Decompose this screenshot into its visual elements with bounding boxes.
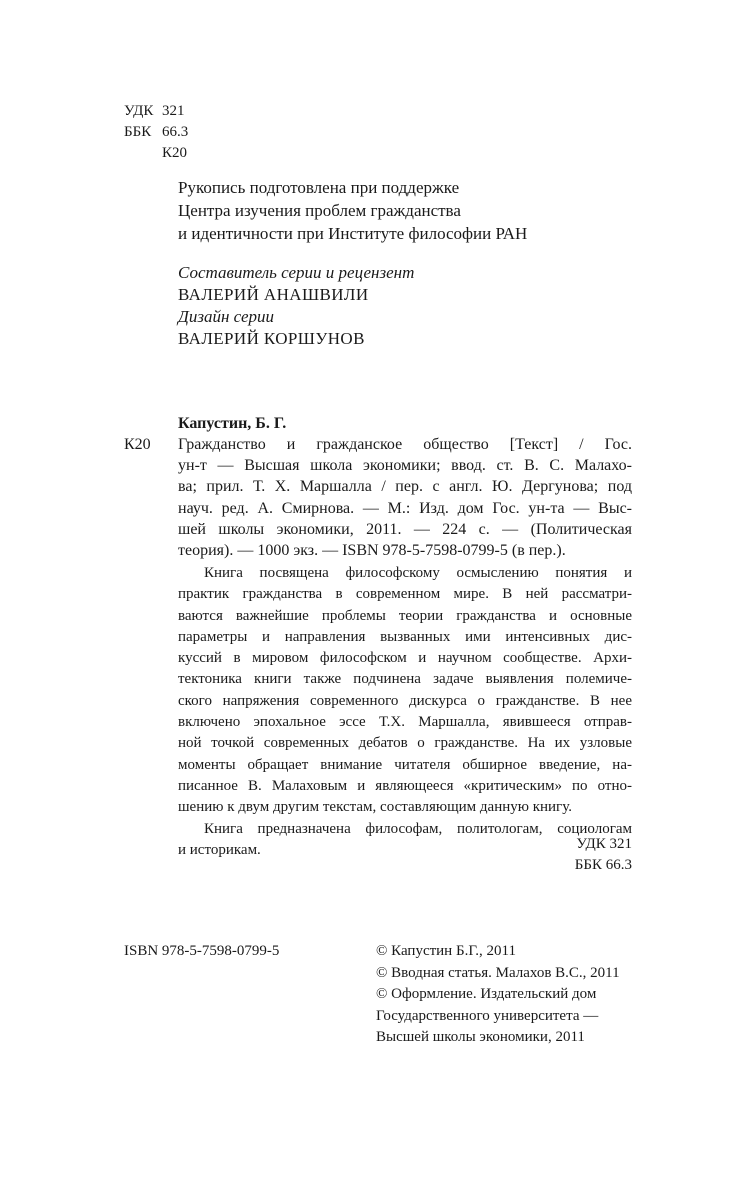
abstract-line: шению к двум другим текстам, составляющим данную книгу.	[178, 799, 572, 816]
udk-code: УДК 321	[576, 836, 632, 852]
classification-codes-top	[124, 101, 188, 164]
bibliography-code: К20	[124, 436, 151, 453]
abstract-line: ваются важнейшие проблемы теории гражданства и основные	[178, 607, 632, 624]
copyright-line: © Вводная статья. Малахов В.С., 2011	[376, 964, 620, 981]
abstract-line: включено эпохальное эссе Т.Х. Маршалла, явившееся отправ-	[178, 714, 632, 731]
bibliography-line: шей школы экономики, 2011. — 224 с. — (Политическая	[178, 520, 632, 538]
udk-code-row	[124, 101, 188, 122]
author-mark-row	[124, 143, 188, 164]
abstract-line: параметры и направления вызванных ими интенсивных дис-	[178, 628, 632, 645]
bibliography-author: Капустин, Б. Г.	[178, 415, 287, 432]
bibliography-line: Гражданство и гражданское общество [Текст] / Гос.	[178, 436, 632, 453]
classification-codes-bottom	[575, 834, 632, 876]
series-editor-credit	[178, 262, 414, 306]
abstract-line: Книга предназначена философам, политологам, социологам	[204, 820, 632, 837]
credit-name: ВАЛЕРИЙ КОРШУНОВ	[178, 329, 365, 348]
bibliography-line: теория). — 1000 экз. — ISBN 978-5-7598-0799-5 (в пер.).	[178, 541, 566, 559]
code-value: 321	[162, 103, 185, 119]
abstract-line: и историкам.	[178, 841, 261, 858]
credit-role: Составитель серии и рецензент	[178, 263, 415, 282]
bibliography-line: науч. ред. А. Смирнова. — М.: Изд. дом Гос. ун-та — Выс-	[178, 499, 632, 517]
isbn: ISBN 978-5-7598-0799-5	[124, 943, 280, 959]
copyright-block	[376, 941, 620, 1049]
code-key: УДК	[124, 103, 154, 119]
abstract-line: ского напряжения современного дискурса о гражданстве. В нее	[178, 692, 632, 709]
abstract	[178, 563, 632, 861]
copyright-line: Высшей школы экономики, 2011	[376, 1029, 585, 1045]
code-key	[124, 143, 162, 164]
copyright-line: © Капустин Б.Г., 2011	[376, 943, 516, 959]
bibliography-line: ва; прил. Т. Х. Маршалла / пер. с англ. Ю. Дергунова; под	[178, 478, 632, 496]
abstract-line: ной точкой современных дебатов о гражданстве. На их узловые	[178, 735, 632, 752]
abstract-line: Книга посвящена философскому осмыслению понятия и	[204, 565, 632, 581]
code-key: ББК	[124, 124, 152, 140]
abstract-line: практик гражданства в современном мире. В ней рассматри-	[178, 586, 632, 603]
copyright-line: Государственного университета —	[376, 1007, 599, 1024]
support-statement	[178, 176, 527, 245]
abstract-line: куссий в мировом философском и научном сообществе. Архи-	[178, 650, 632, 667]
series-design-credit	[178, 306, 365, 350]
credit-name: ВАЛЕРИЙ АНАШВИЛИ	[178, 285, 369, 304]
bibliography-description	[178, 434, 632, 561]
support-line: Центра изучения проблем гражданства	[178, 201, 461, 220]
copyright-line: © Оформление. Издательский дом	[376, 986, 597, 1002]
abstract-line: писанное В. Малаховым и являющееся «критическим» по отно-	[178, 777, 632, 794]
bbk-code: ББК 66.3	[574, 857, 632, 873]
code-value: К20	[162, 145, 188, 161]
code-value: 66.3	[162, 124, 189, 140]
credit-role: Дизайн серии	[178, 307, 274, 326]
abstract-line: моменты обращает внимание читателя обширное введение, на-	[178, 756, 632, 773]
abstract-line: тектоника книги также подчинена задаче выявления полемиче-	[178, 671, 632, 688]
bbk-code-row	[124, 122, 188, 143]
bibliography-line: ун-т — Высшая школа экономики; ввод. ст. В. С. Малахо-	[178, 457, 632, 475]
support-line: Рукопись подготовлена при поддержке	[178, 178, 460, 197]
support-line: и идентичности при Институте философии РАН	[178, 224, 528, 243]
